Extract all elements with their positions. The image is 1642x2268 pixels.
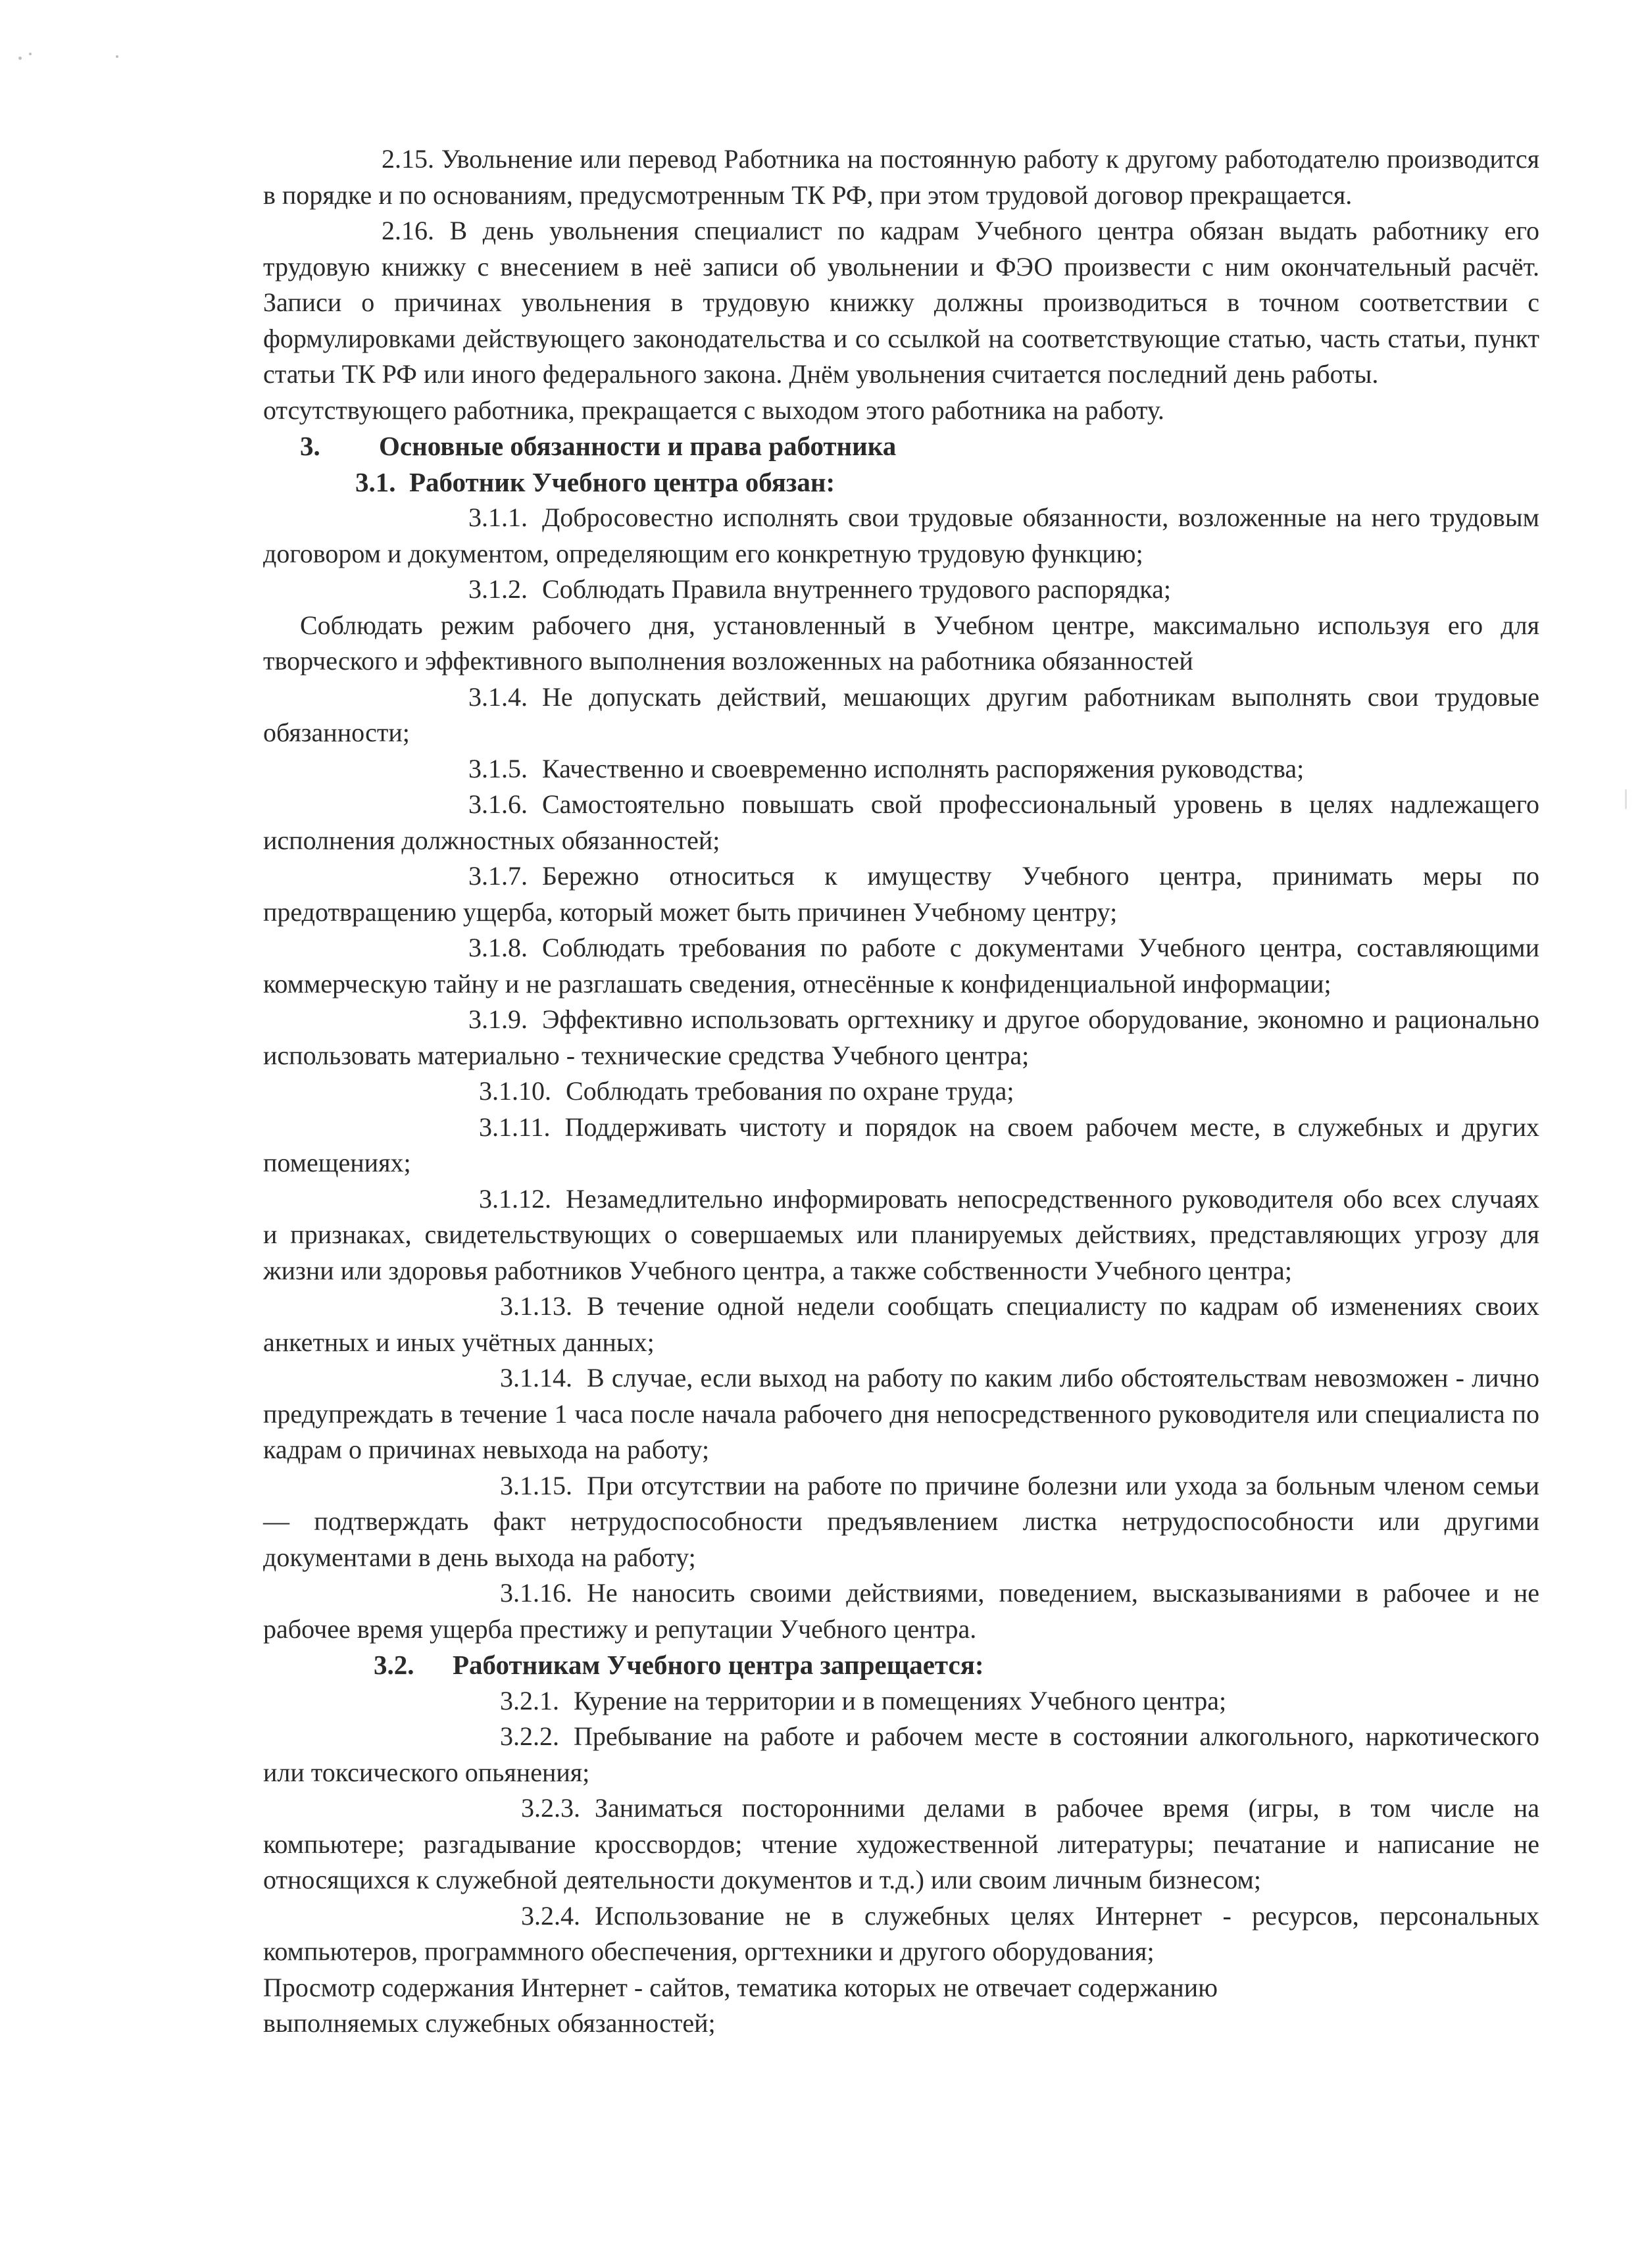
item-number: 3.1.9. [468, 1004, 528, 1034]
document-page [263, 141, 1539, 2042]
list-item [263, 1181, 1539, 1289]
section-3-heading [263, 428, 1539, 464]
paragraph-2-16: 2.16. В день увольнения специалист по кадрам Учебного центра обязан выдать работнику его трудовую книжку с внесением в неё записи об увольнении и ФЭО произвести с ним окончательный расчёт. Записи о причинах увольнения в трудовую книжку должны производиться в точном соответствии с формулировками действующего законодательства и со ссылкой на соответствующие статью, часть статьи, пункт статьи ТК РФ или иного федерального закона. Днём увольнения считается последний день работы. [263, 216, 1539, 389]
item-text: Соблюдать требования по охране труда; [566, 1076, 1014, 1106]
list-item [263, 1683, 1539, 1719]
list-item [263, 1790, 1539, 1898]
item-text: Использование не в служебных целях Интернет - ресурсов, персональных компьютеров, программного обеспечения, оргтехники и другого оборудования; [263, 1900, 1539, 1966]
list-item [263, 572, 1539, 608]
scan-speck [1625, 789, 1627, 809]
item-text: Просмотр содержания Интернет - сайтов, тематика которых не отвечает содержанию выполняемых служебных обязанностей; [263, 1972, 1218, 2038]
item-text: Соблюдать Правила внутреннего трудового распорядка; [542, 574, 1171, 604]
section-3-title: Основные обязанности и права работника [379, 431, 897, 461]
list-3-1 [263, 500, 1539, 1647]
list-item [263, 1970, 1539, 2042]
item-number: 3.1.5. [468, 753, 528, 783]
item-text: Не наносить своими действиями, поведением, высказываниями в рабочее и не рабочее время ущерба престижу и репутации Учебного центра. [263, 1578, 1539, 1644]
item-number: 3.1.13. [500, 1291, 572, 1321]
list-item [263, 1575, 1539, 1647]
item-text: Эффективно использовать оргтехнику и другое оборудование, экономно и рационально использовать материально - технические средства Учебного центра; [263, 1004, 1539, 1070]
list-item [263, 930, 1539, 1002]
item-text: Не допускать действий, мешающих другим работникам выполнять свои трудовые обязанности; [263, 681, 1539, 747]
item-text: В случае, если выход на работу по каким либо обстоятельствам невозможен - лично предупреждать в течение 1 часа после начала рабочего дня непосредственного руководителя или специалиста по кадрам о причинах невыхода на работу; [263, 1363, 1539, 1464]
item-number: 3.2.3. [521, 1793, 580, 1823]
section-3-number: 3. [300, 431, 320, 461]
item-number: 3.1.2. [468, 574, 528, 604]
list-item [263, 1110, 1539, 1181]
list-item [263, 1468, 1539, 1576]
section-3-2-heading [263, 1647, 1539, 1683]
item-text: При отсутствии на работе по причине болезни или ухода за больным членом семьи — подтверждать факт нетрудоспособности предъявлением листка нетрудоспособности или другими документами в день выхода на работу; [263, 1470, 1539, 1572]
item-text: Соблюдать требования по работе с документами Учебного центра, составляющими коммерческую тайну и не разглашать сведения, отнесённые к конфиденциальной информации; [263, 933, 1539, 998]
list-item [263, 1289, 1539, 1360]
item-text: В течение одной недели сообщать специалисту по кадрам об изменениях своих анкетных и иных учётных данных; [263, 1291, 1539, 1357]
section-3-2-number: 3.2. [374, 1650, 414, 1680]
list-3-2 [263, 1683, 1539, 2042]
item-text: Соблюдать режим рабочего дня, установленный в Учебном центре, максимально используя его для творческого и эффективного выполнения возложенных на работника обязанностей [263, 610, 1539, 676]
item-number: 3.1.1. [468, 503, 528, 532]
item-text: Бережно относиться к имуществу Учебного центра, принимать меры по предотвращению ущерба, который может быть причинен Учебному центру; [263, 861, 1539, 927]
item-text: Добросовестно исполнять свои трудовые обязанности, возложенные на него трудовым договором и документом, определяющим его конкретную трудовую функцию; [263, 503, 1539, 568]
list-item [263, 858, 1539, 930]
list-item [263, 1719, 1539, 1790]
item-text: Самостоятельно повышать свой профессиональный уровень в целях надлежащего исполнения должностных обязанностей; [263, 789, 1539, 855]
scan-speck [29, 53, 32, 55]
paragraph-2-15: 2.15. Увольнение или перевод Работника на постоянную работу к другому работодателю производится в порядке и по основаниям, предусмотренным ТК РФ, при этом трудовой договор прекращается. [263, 144, 1539, 210]
list-item [263, 787, 1539, 858]
item-number: 3.1.15. [500, 1470, 572, 1500]
item-number: 3.2.4. [521, 1900, 580, 1931]
item-text: Качественно и своевременно исполнять распоряжения руководства; [542, 753, 1305, 783]
item-number: 3.2.1. [500, 1685, 559, 1715]
item-text: Незамедлительно информировать непосредственного руководителя обо всех случаях и признаках, свидетельствующих о совершаемых или планируемых действиях, представляющих угрозу для жизни или здоровья работников Учебного центра, а также собственности Учебного центра; [263, 1183, 1539, 1285]
paragraph-absent-worker: отсутствующего работника, прекращается с выходом этого работника на работу. [263, 395, 1164, 425]
item-text: Курение на территории и в помещениях Учебного центра; [574, 1685, 1227, 1715]
scan-speck [116, 55, 118, 58]
section-3-2-title: Работникам Учебного центра запрещается: [453, 1650, 984, 1680]
item-number: 3.1.7. [468, 861, 528, 891]
list-item [263, 1002, 1539, 1073]
list-item [263, 751, 1539, 787]
list-item [263, 679, 1539, 751]
section-3-1-heading: 3.1. Работник Учебного центра обязан: [355, 466, 835, 497]
item-text: Пребывание на работе и рабочем месте в состоянии алкогольного, наркотического или токсического опьянения; [263, 1721, 1539, 1787]
item-number: 3.1.6. [468, 789, 528, 819]
list-item [263, 500, 1539, 572]
list-item [263, 1360, 1539, 1468]
item-number: 3.1.8. [468, 933, 528, 962]
item-number: 3.1.11. [479, 1112, 551, 1142]
list-item [263, 1898, 1539, 1970]
item-number: 3.1.10. [479, 1076, 551, 1106]
item-number: 3.1.16. [500, 1578, 572, 1608]
scan-speck [18, 57, 22, 60]
item-number: 3.1.14. [500, 1363, 572, 1393]
item-number: 3.1.4. [468, 681, 528, 712]
item-text: Заниматься посторонними делами в рабочее время (игры, в том числе на компьютере; разгадывание кроссвордов; чтение художественной литературы; печатание и написание не относящихся к служебной деятельности документов и т.д.) или своим личным бизнесом; [263, 1793, 1539, 1894]
list-item [263, 608, 1539, 679]
item-text: Поддерживать чистоту и порядок на своем рабочем месте, в служебных и других помещениях; [263, 1112, 1539, 1177]
item-number: 3.1.12. [479, 1183, 551, 1214]
list-item [263, 1073, 1539, 1110]
item-number: 3.2.2. [500, 1721, 559, 1751]
